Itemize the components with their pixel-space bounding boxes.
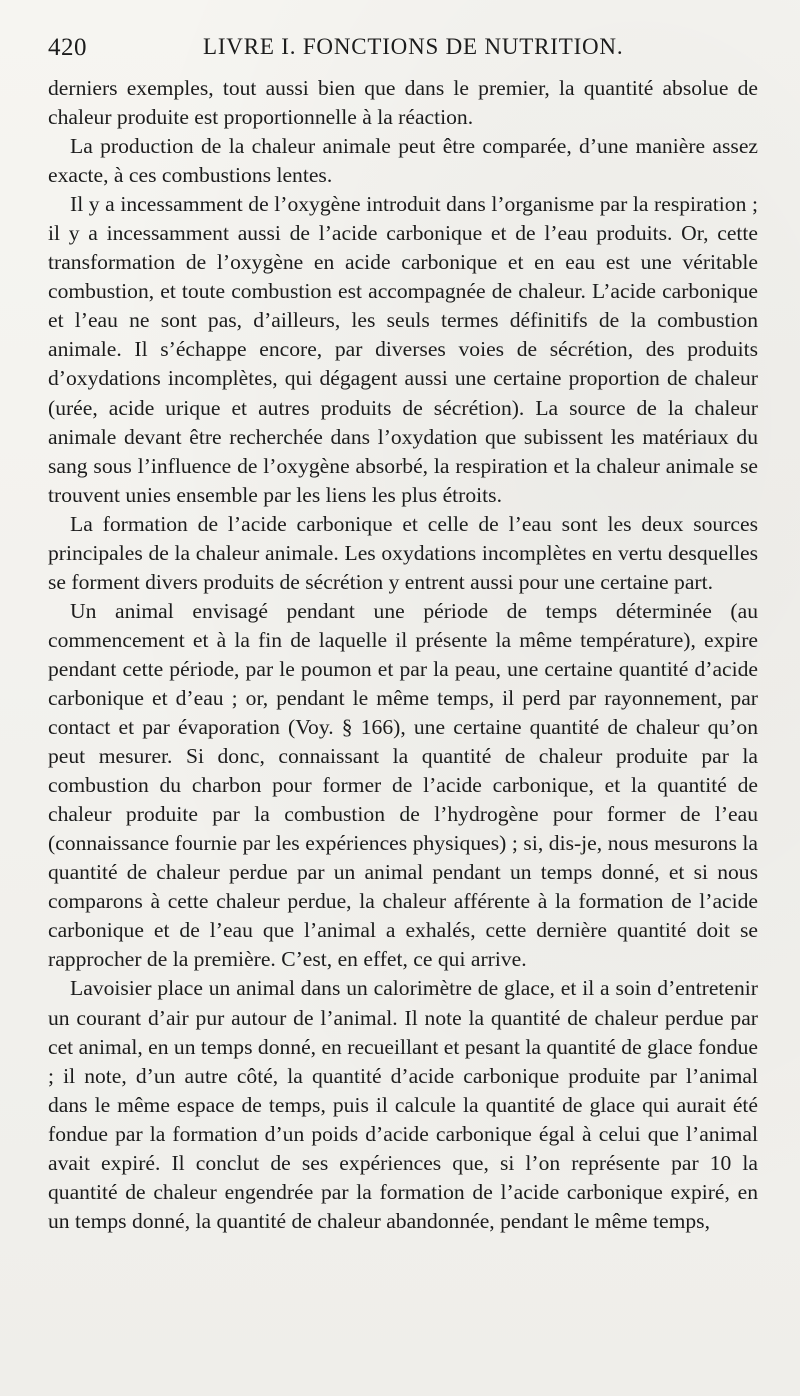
paragraph-continued: derniers exemples, tout aussi bien que dans le premier, la quantité absolue de chaleur produite est proportionnelle à la réaction.	[48, 76, 758, 130]
paragraph: Lavoisier place un animal dans un calorimètre de glace, et il a soin d’entretenir un courant d’air pur autour de l’animal. Il note la quantité de chaleur perdue par cet animal, en un temps donné, en recueillant et pesant la quantité de glace fondue ; il note, d’un autre côté, la quantité d’acide carbonique produite par l’animal dans le même espace de temps, puis il calcule la quantité de glace qui aurait été fondue par la formation d’un poids d’acide carbonique égal à celui que l’animal avait expiré. Il conclut de ses expériences que, si l’on représente par 10 la quantité de chaleur engendrée par la formation de l’acide carbonique expiré, en un temps donné, la quantité de chaleur abandonnée, pendant le même temps,	[48, 976, 758, 1233]
paragraph: Un animal envisagé pendant une période de temps déterminée (au commencement et à la fin de laquelle il présente la même température), expire pendant cette période, par le poumon et par la peau, une certaine quantité d’acide carbonique et d’eau ; or, pendant le même temps, il perd par rayonnement, par contact et par évaporation (Voy. § 166), une certaine quantité de chaleur qu’on peut mesurer. Si donc, connaissant la quantité de chaleur produite par la combustion du charbon pour former de l’acide carbonique, et la quantité de chaleur produite par la combustion de l’hydrogène pour former de l’eau (connaissance fournie par les expériences physiques) ; si, dis-je, nous mesurons la quantité de chaleur perdue par un animal pendant un temps donné, et si nous comparons à cette chaleur perdue, la chaleur afférente à la formation de l’acide carbonique et de l’eau que l’animal a exhalés, cette dernière quantité doit se rapprocher de la première. C’est, en effet, ce qui arrive.	[48, 598, 758, 972]
paragraph: Il y a incessamment de l’oxygène introduit dans l’organisme par la respiration ; il y a incessamment aussi de l’acide carbonique et de l’eau produits. Or, cette transformation de l’oxygène en acide carbonique et en eau est une véritable combustion, et toute combustion est accompagnée de chaleur. L’acide carbonique et l’eau ne sont pas, d’ailleurs, les seuls termes définitifs de la combustion animale. Il s’échappe encore, par diverses voies de sécrétion, des produits d’oxydations incomplètes, qui dégagent aussi une certaine proportion de chaleur (urée, acide urique et autres produits de sécrétion). La source de la chaleur animale devant être recherchée dans l’oxydation que subissent les matériaux du sang sous l’influence de l’oxygène absorbé, la respiration et la chaleur animale se trouvent unies ensemble par les liens les plus étroits.	[48, 192, 758, 507]
page-number: 420	[48, 34, 87, 61]
running-title: LIVRE I. FONCTIONS DE NUTRITION.	[203, 34, 624, 59]
paragraph: La formation de l’acide carbonique et celle de l’eau sont les deux sources principales de la chaleur animale. Les oxydations incomplètes en vertu desquelles se forment divers produits de sécrétion y entrent aussi pour une certaine part.	[48, 511, 758, 594]
body-text	[48, 74, 758, 1236]
paragraph: La production de la chaleur animale peut être comparée, d’une manière assez exacte, à ces combustions lentes.	[48, 134, 758, 188]
running-head	[48, 34, 758, 74]
